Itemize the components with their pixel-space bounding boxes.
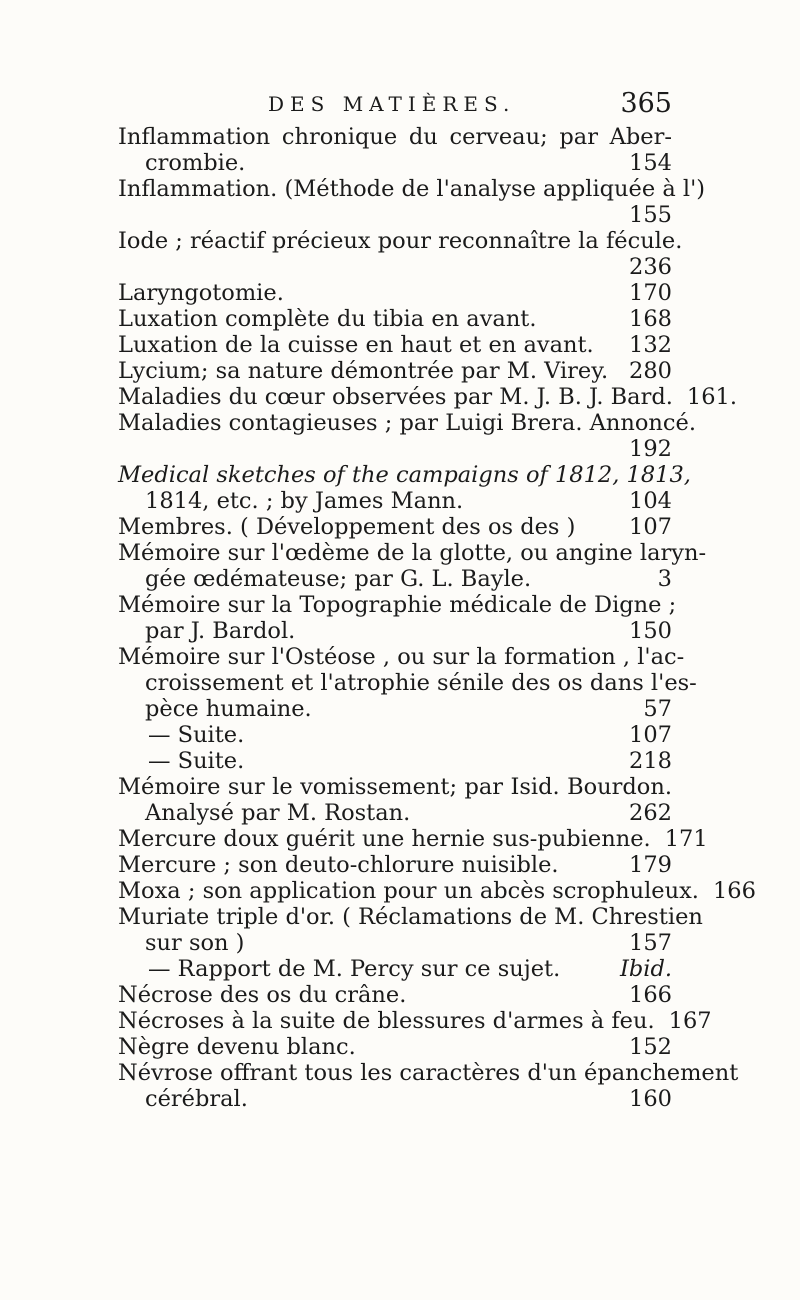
entry-line bbox=[118, 1008, 712, 1034]
entry-text: Mémoire sur le vomissement; par Isid. Bourdon. bbox=[118, 774, 672, 800]
entry-text: Nécroses à la suite de blessures d'armes à feu. bbox=[118, 1008, 655, 1034]
index-entry bbox=[118, 722, 672, 748]
entry-line bbox=[118, 124, 672, 150]
index-entry bbox=[118, 956, 672, 982]
index-entry bbox=[118, 826, 708, 852]
index-entry bbox=[118, 306, 672, 332]
index-entry bbox=[118, 592, 677, 644]
entry-text: Inflammation chronique du cerveau; par Aber- bbox=[118, 124, 672, 150]
entry-line bbox=[118, 878, 756, 904]
entry-text: Névrose offrant tous les caractères d'un épanchement bbox=[118, 1060, 739, 1086]
entry-text: Maladies du cœur observées par M. J. B. J. Bard. bbox=[118, 384, 673, 410]
entry-line bbox=[118, 332, 672, 358]
entry-text: Analysé par M. Rostan. bbox=[145, 800, 411, 826]
entry-text: Membres. ( Développement des os des ) bbox=[118, 514, 576, 540]
entry-text: Lycium; sa nature démontrée par M. Virey. bbox=[118, 358, 609, 384]
entry-text: Medical sketches of the campaigns of 1812, 1813, bbox=[118, 462, 691, 488]
index-entry bbox=[118, 878, 756, 904]
entry-text: Inflammation. (Méthode de l'analyse appliquée à l') bbox=[118, 176, 706, 202]
entry-page-number: 218 bbox=[629, 748, 672, 774]
entry-page-number: 262 bbox=[629, 800, 672, 826]
entry-page-number: 166 bbox=[712, 878, 756, 904]
entry-line bbox=[118, 436, 672, 462]
entry-text: Muriate triple d'or. ( Réclamations de M. Chrestien bbox=[118, 904, 703, 930]
entry-text: Mercure doux guérit une hernie sus-pubienne. bbox=[118, 826, 651, 852]
entry-text: croissement et l'atrophie sénile des os dans l'es- bbox=[145, 670, 697, 696]
index-entries bbox=[118, 124, 756, 1112]
entry-line bbox=[118, 1060, 739, 1086]
index-entry bbox=[118, 644, 697, 722]
entry-page-number: Ibid. bbox=[619, 956, 672, 982]
entry-page-number: 154 bbox=[629, 150, 672, 176]
index-entry bbox=[118, 982, 672, 1008]
index-entry bbox=[118, 748, 672, 774]
entry-text: Mémoire sur l'œdème de la glotte, ou angine laryn- bbox=[118, 540, 707, 566]
entry-line bbox=[118, 852, 672, 878]
entry-line bbox=[118, 176, 706, 202]
entry-line bbox=[118, 982, 672, 1008]
entry-line bbox=[118, 384, 738, 410]
entry-line bbox=[118, 930, 672, 956]
entry-page-number: 236 bbox=[629, 254, 672, 280]
entry-line bbox=[118, 904, 703, 930]
index-entry bbox=[118, 1008, 712, 1034]
entry-text: Moxa ; son application pour un abcès scrophuleux. bbox=[118, 878, 699, 904]
entry-line bbox=[118, 410, 696, 436]
index-entry bbox=[118, 384, 738, 410]
entry-line bbox=[118, 540, 707, 566]
index-entry bbox=[118, 1060, 739, 1112]
index-entry bbox=[118, 358, 672, 384]
entry-line bbox=[118, 488, 672, 514]
entry-line bbox=[118, 306, 672, 332]
running-title: DES MATIÈRES. bbox=[268, 92, 516, 116]
entry-text: par J. Bardol. bbox=[145, 618, 296, 644]
entry-page-number: 155 bbox=[629, 202, 672, 228]
entry-text: Nécrose des os du crâne. bbox=[118, 982, 407, 1008]
entry-text: Luxation de la cuisse en haut et en avant. bbox=[118, 332, 594, 358]
entry-text: — Suite. bbox=[148, 748, 245, 774]
entry-text: Maladies contagieuses ; par Luigi Brera. Annoncé. bbox=[118, 410, 696, 436]
entry-page-number: 57 bbox=[643, 696, 672, 722]
entry-line bbox=[118, 774, 672, 800]
entry-text: sur son ) bbox=[145, 930, 245, 956]
entry-line bbox=[118, 956, 672, 982]
entry-page-number: 157 bbox=[629, 930, 672, 956]
entry-page-number: 3 bbox=[657, 566, 672, 592]
page-header bbox=[118, 88, 672, 124]
entry-line bbox=[118, 202, 672, 228]
entry-text: 1814, etc. ; by James Mann. bbox=[145, 488, 464, 514]
index-entry bbox=[118, 852, 672, 878]
entry-line bbox=[118, 800, 672, 826]
entry-text: cérébral. bbox=[145, 1086, 248, 1112]
entry-page-number: 179 bbox=[629, 852, 672, 878]
entry-page-number: 107 bbox=[629, 514, 672, 540]
entry-line bbox=[118, 748, 672, 774]
entry-text: gée œdémateuse; par G. L. Bayle. bbox=[145, 566, 532, 592]
entry-line bbox=[118, 462, 691, 488]
entry-page-number: 170 bbox=[629, 280, 672, 306]
entry-line bbox=[118, 358, 672, 384]
entry-page-number: 166 bbox=[629, 982, 672, 1008]
entry-page-number: 280 bbox=[629, 358, 672, 384]
entry-line bbox=[118, 618, 672, 644]
entry-line bbox=[118, 670, 697, 696]
entry-page-number: 150 bbox=[629, 618, 672, 644]
entry-text: Iode ; réactif précieux pour reconnaître la fécule. bbox=[118, 228, 683, 254]
entry-text: pèce humaine. bbox=[145, 696, 312, 722]
entry-line bbox=[118, 1086, 672, 1112]
entry-line bbox=[118, 228, 683, 254]
index-entry bbox=[118, 540, 707, 592]
entry-text: — Suite. bbox=[148, 722, 245, 748]
index-entry bbox=[118, 462, 691, 514]
entry-text: Mémoire sur la Topographie médicale de Digne ; bbox=[118, 592, 677, 618]
entry-line bbox=[118, 696, 672, 722]
entry-line bbox=[118, 254, 672, 280]
entry-line bbox=[118, 514, 672, 540]
entry-page-number: 192 bbox=[629, 436, 672, 462]
entry-line bbox=[118, 280, 672, 306]
entry-line bbox=[118, 644, 685, 670]
page-number: 365 bbox=[620, 88, 672, 119]
entry-text: crombie. bbox=[145, 150, 246, 176]
entry-line bbox=[118, 150, 672, 176]
entry-line bbox=[118, 826, 708, 852]
entry-text: — Rapport de M. Percy sur ce sujet. bbox=[148, 956, 561, 982]
index-entry bbox=[118, 514, 672, 540]
entry-line bbox=[118, 566, 672, 592]
index-entry bbox=[118, 124, 672, 176]
entry-page-number: 168 bbox=[629, 306, 672, 332]
index-entry bbox=[118, 774, 672, 826]
entry-text: Mercure ; son deuto-chlorure nuisible. bbox=[118, 852, 559, 878]
entry-line bbox=[118, 722, 672, 748]
entry-line bbox=[118, 1034, 672, 1060]
index-entry bbox=[118, 280, 672, 306]
entry-page-number: 104 bbox=[629, 488, 672, 514]
entry-page-number: 161. bbox=[686, 384, 738, 410]
index-entry bbox=[118, 904, 703, 956]
entry-text: Mémoire sur l'Ostéose , ou sur la formation , l'ac- bbox=[118, 644, 685, 670]
index-entry bbox=[118, 410, 696, 462]
index-entry bbox=[118, 1034, 672, 1060]
entry-line bbox=[118, 592, 677, 618]
entry-text: Laryngotomie. bbox=[118, 280, 284, 306]
entry-page-number: 167 bbox=[668, 1008, 712, 1034]
index-entry bbox=[118, 332, 672, 358]
index-entry bbox=[118, 228, 683, 280]
entry-page-number: 132 bbox=[629, 332, 672, 358]
index-entry bbox=[118, 176, 706, 228]
entry-text: Luxation complète du tibia en avant. bbox=[118, 306, 537, 332]
entry-page-number: 160 bbox=[629, 1086, 672, 1112]
entry-page-number: 171 bbox=[664, 826, 708, 852]
entry-page-number: 152 bbox=[629, 1034, 672, 1060]
entry-page-number: 107 bbox=[629, 722, 672, 748]
entry-text: Nègre devenu blanc. bbox=[118, 1034, 356, 1060]
